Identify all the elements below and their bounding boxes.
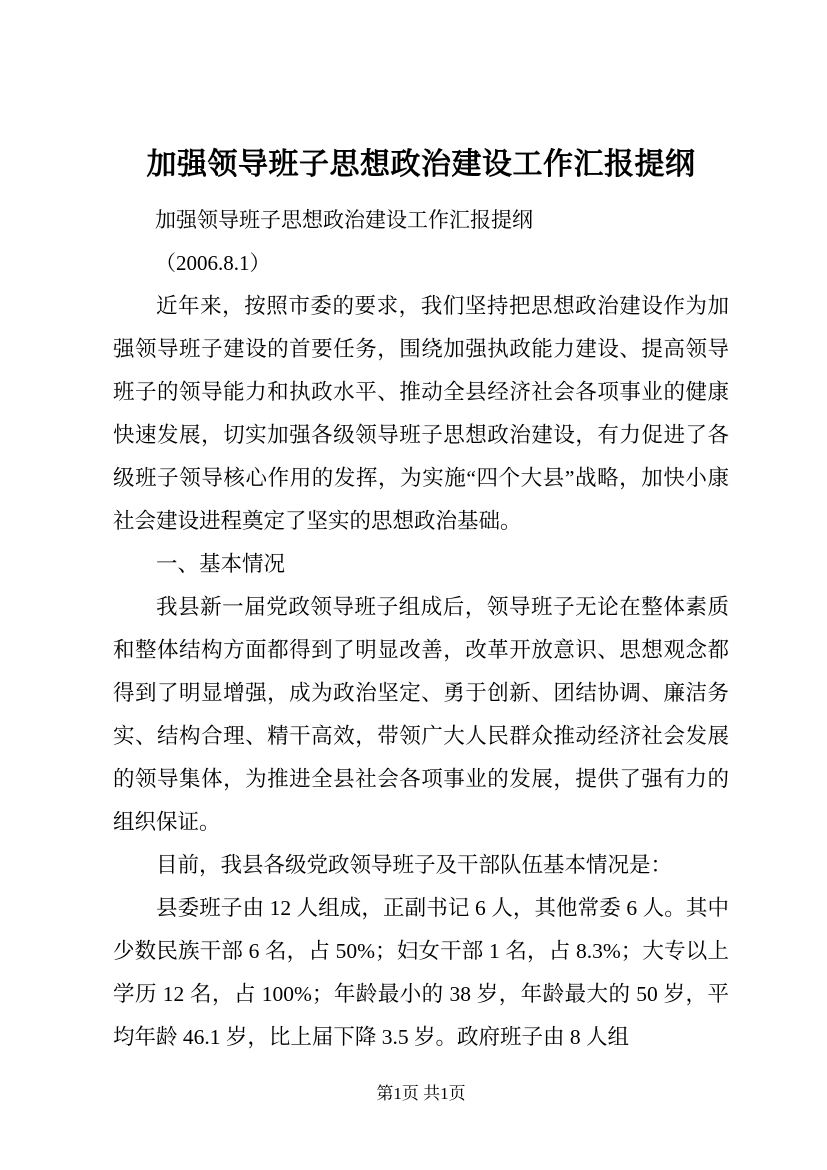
paragraph-committee-statistics: 县委班子由 12 人组成，正副书记 6 人，其他常委 6 人。其中少数民族干部 6 名，占 50%；妇女干部 1 名，占 8.3%；大专以上学历 12 名，占 100%；年龄最小的 38 岁，年龄最大的 50 岁，平均年龄 46.1 岁，比上届下降 3.5 岁。政府班子由 8 人组 — [113, 896, 729, 1049]
paragraph-current-situation-lead: 目前，我县各级党政领导班子及干部队伍基本情况是： — [156, 853, 673, 877]
section-heading-basic-situation: 一、基本情况 — [156, 552, 286, 576]
document-content — [113, 145, 729, 1059]
document-subtitle: 加强领导班子思想政治建设工作汇报提纲 — [155, 208, 533, 232]
document-title: 加强领导班子思想政治建设工作汇报提纲 — [146, 148, 696, 181]
document-date-line: （2006.8.1） — [155, 251, 271, 275]
paragraph-leadership-overview: 我县新一届党政领导班子组成后，领导班子无论在整体素质和整体结构方面都得到了明显改善，改革开放意识、思想观念都得到了明显增强，成为政治坚定、勇于创新、团结协调、廉洁务实、结构合理、精干高效，带领广大人民群众推动经济社会发展的领导集体，为推进全县社会各项事业的发展，提供了强有力的组织保证。 — [113, 595, 729, 834]
paragraph-intro: 近年来，按照市委的要求，我们坚持把思想政治建设作为加强领导班子建设的首要任务，围绕加强执政能力建设、提高领导班子的领导能力和执政水平、推动全县经济社会各项事业的健康快速发展，切实加强各级领导班子思想政治建设，有力促进了各级班子领导核心作用的发挥，为实施“四个大县”战略，加快小康社会建设进程奠定了坚实的思想政治基础。 — [113, 294, 729, 533]
page-footer: 第1页 共1页 — [376, 1084, 466, 1103]
